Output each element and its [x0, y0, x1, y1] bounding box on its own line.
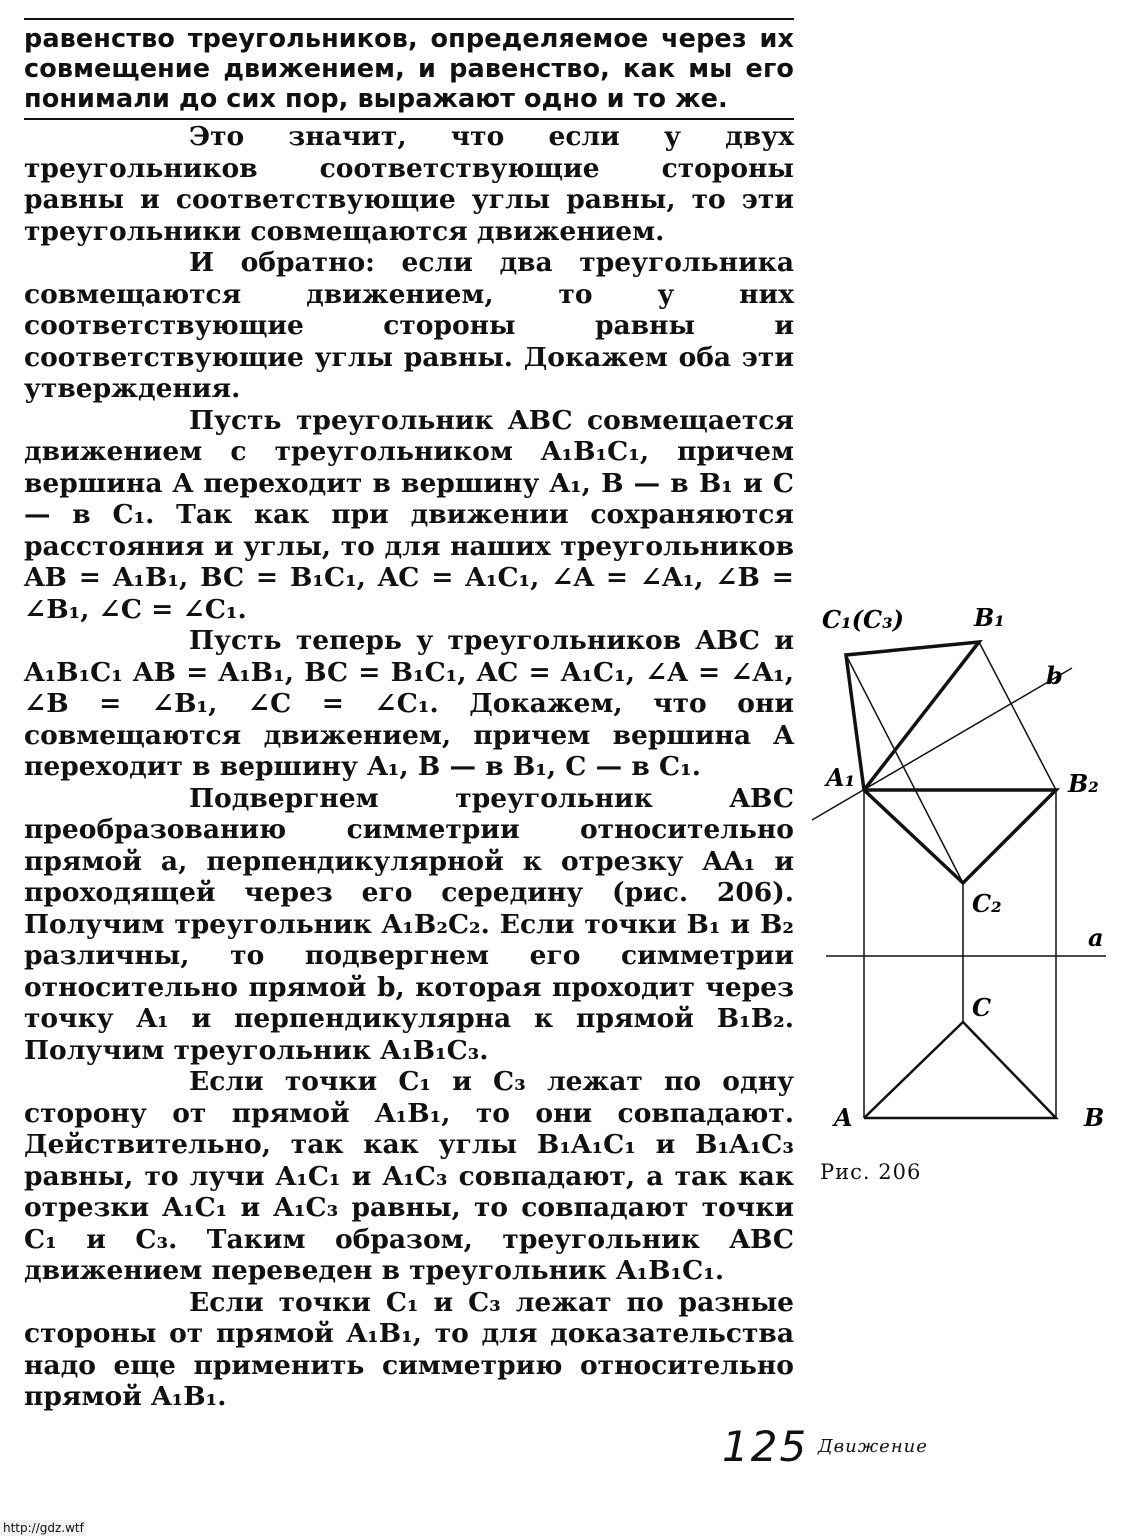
label-C2: C₂ [972, 889, 1002, 918]
watermark: http://gdz.wtf [0, 1520, 87, 1536]
paragraph: И обратно: если два треугольника совмещаются движением, то у них соответствующие стороны равны и соответствующие углы равны. Докажем оба эти утверждения. [24, 247, 794, 404]
triangle-A1B1C1 [846, 642, 979, 790]
main-text [24, 121, 794, 1413]
bottom-rule [24, 118, 794, 120]
label-B2: B₂ [1068, 769, 1099, 798]
paragraph: Это значит, что если у двух треугольников соответствующие стороны равны и соответствующие углы равны, то эти треугольники совмещаются движением. [24, 121, 794, 247]
figure-caption: Рис. 206 [820, 1160, 922, 1184]
boxed-statement: равенство треугольников, определяемое через их совмещение движением, и равенство, как мы его понимали до сих пор, выражают одно и то же. [24, 24, 794, 114]
label-C1C3: C₁(C₃) [822, 605, 904, 634]
label-A: A [834, 1103, 853, 1132]
label-C: C [972, 993, 992, 1022]
label-B: B [1084, 1103, 1105, 1132]
label-a: a [1088, 923, 1104, 952]
label-b: b [1046, 661, 1063, 690]
top-rule [24, 18, 794, 20]
paragraph: Пусть теперь у треугольников ABC и A₁B₁C₁ AB = A₁B₁, BC = B₁C₁, AC = A₁C₁, ∠A = ∠A₁, ∠B = ∠B₁, ∠C = ∠C₁. Докажем, что они совмещаются движением, причем вершина A переходит в вершину A₁, B — в B₁, C — в C₁. [24, 625, 794, 782]
triangle-ABC [864, 1022, 1056, 1118]
running-head: Движение [818, 1436, 928, 1457]
paragraph: Подвергнем треугольник ABC преобразованию симметрии относительно прямой a, перпендикулярной к отрезку AA₁ и проходящей через его середину (рис. 206). Получим треугольник A₁B₂C₂. Если точки B₁ и B₂ различны, то подвергнем его симметрии относительно прямой b, которая проходит через точку A₁ и перпендикулярна к прямой B₁B₂. Получим треугольник A₁B₁C₃. [24, 782, 794, 1066]
label-A1: A₁ [826, 763, 856, 792]
triangle-A1B2C2 [864, 790, 1056, 883]
paragraph: Если точки C₁ и C₃ лежат по разные стороны от прямой A₁B₁, то для доказательства надо еще применить симметрию относительно прямой A₁B₁. [24, 1286, 794, 1412]
page-number: 125 [722, 1422, 809, 1471]
paragraph: Если точки C₁ и C₃ лежат по одну сторону от прямой A₁B₁, то они совпадают. Действительно, так как углы B₁A₁C₁ и B₁A₁C₃ равны, то лучи A₁C₁ и A₁C₃ совпадают, а так как отрезки A₁C₁ и A₁C₃ равны, то совпадают точки C₁ и C₃. Таким образом, треугольник ABC движением переведен в треугольник A₁B₁C₁. [24, 1066, 794, 1286]
figure-206 [800, 590, 1120, 1150]
paragraph: Пусть треугольник ABC совмещается движением с треугольником A₁B₁C₁, причем вершина A переходит в вершину A₁, B — в B₁ и C — в C₁. Так как при движении сохраняются расстояния и углы, то для наших треугольников AB = A₁B₁, BC = B₁C₁, AC = A₁C₁, ∠A = ∠A₁, ∠B = ∠B₁, ∠C = ∠C₁. [24, 404, 794, 625]
label-B1: B₁ [974, 603, 1005, 632]
